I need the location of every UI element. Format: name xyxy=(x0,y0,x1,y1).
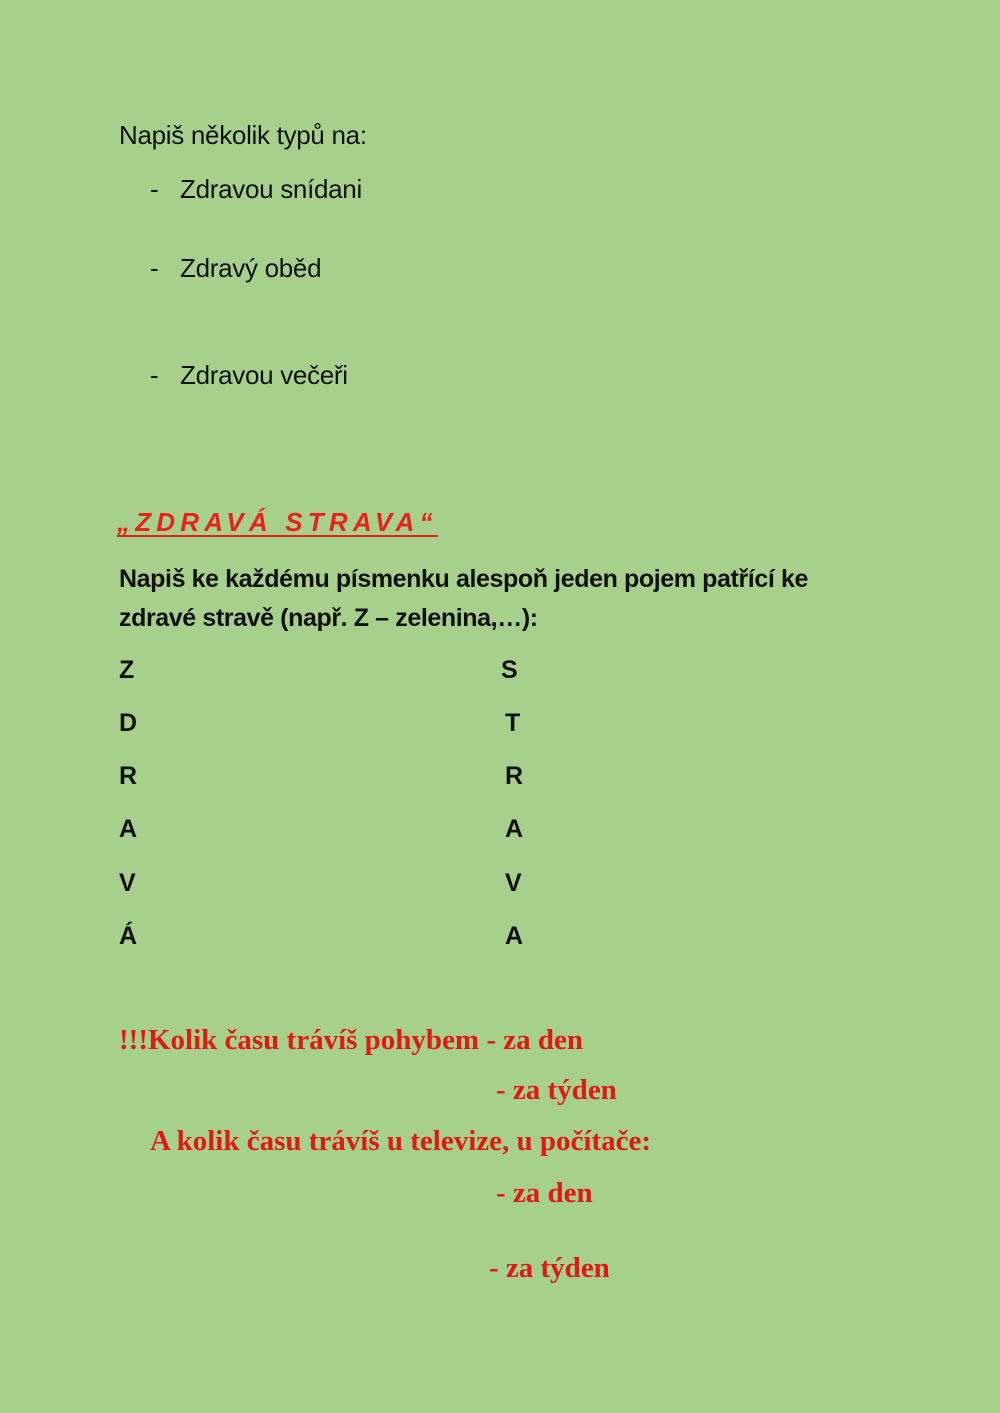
question-screen-week: - za týden xyxy=(489,1252,610,1284)
acrostic-left-letter: A xyxy=(119,815,138,843)
acrostic-left-letter: V xyxy=(119,869,136,897)
intro-text: Napiš několik typů na: xyxy=(119,120,367,150)
acrostic-right-letter: A xyxy=(505,815,524,843)
acrostic-left-letter: D xyxy=(119,709,138,737)
section-title: „ZDRAVÁ STRAVA“ xyxy=(117,507,438,537)
bullet-dash: - xyxy=(150,360,159,390)
bullet-dinner xyxy=(150,360,550,394)
acrostic-left-letter: Á xyxy=(119,922,138,950)
acrostic-right-letter: T xyxy=(505,709,521,737)
acrostic-right-letter: R xyxy=(505,762,524,790)
bullet-text: Zdravou večeři xyxy=(180,360,348,390)
bullet-breakfast xyxy=(150,174,550,208)
question-screen-day: - za den xyxy=(496,1177,593,1209)
acrostic-left-letter: Z xyxy=(119,656,135,684)
acrostic-right-letter: V xyxy=(505,869,522,897)
acrostic-left-letter: R xyxy=(119,762,138,790)
bullet-dash: - xyxy=(150,174,159,204)
question-movement-week: - za týden xyxy=(496,1074,617,1106)
bullet-dash: - xyxy=(150,253,159,283)
bullet-text: Zdravou snídani xyxy=(180,174,362,204)
question-movement: !!!Kolik času trávíš pohybem - za den xyxy=(119,1024,583,1056)
bullet-text: Zdravý oběd xyxy=(180,253,322,283)
instruction-line-2: zdravé stravě (např. Z – zelenina,…): xyxy=(119,604,538,632)
bullet-lunch xyxy=(150,253,550,287)
acrostic-right-letter: S xyxy=(501,656,518,684)
instruction-text xyxy=(119,560,808,638)
instruction-line-1: Napiš ke každému písmenku alespoň jeden pojem patřící ke xyxy=(119,565,808,593)
acrostic-right-letter: A xyxy=(505,922,524,950)
question-screen-time: A kolik času trávíš u televize, u počítače: xyxy=(150,1125,652,1157)
